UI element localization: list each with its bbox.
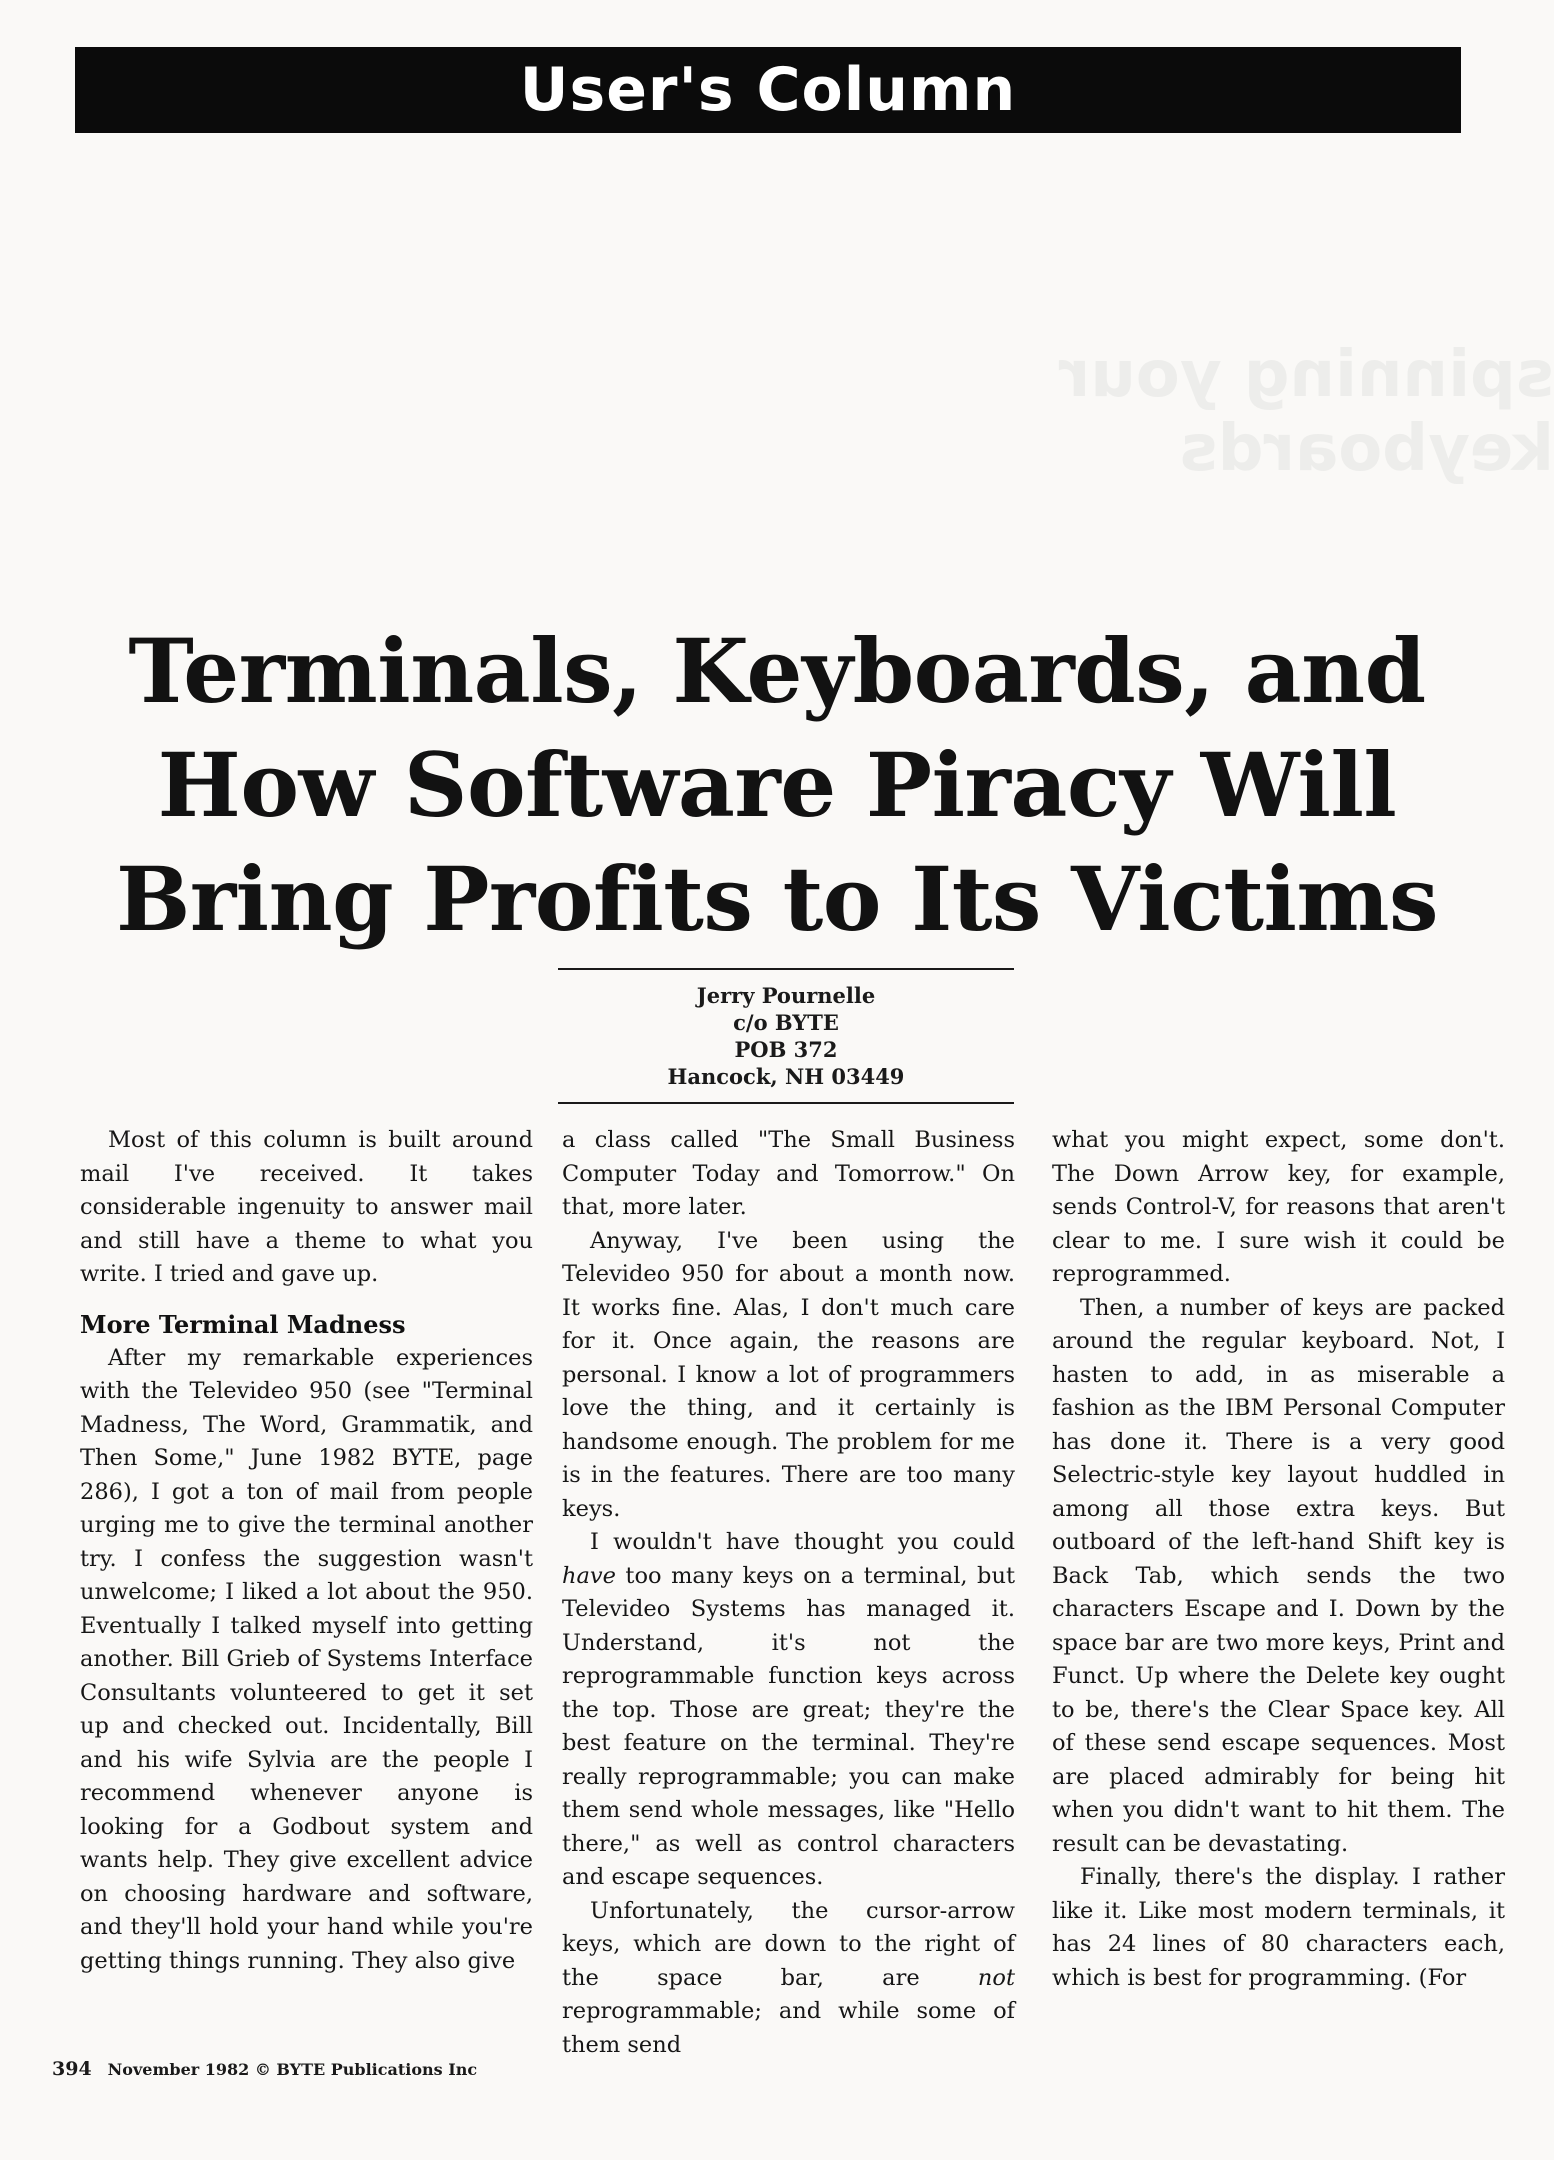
publication-credit: November 1982 © BYTE Publications Inc (107, 2060, 478, 2079)
paragraph (562, 1526, 1015, 1895)
paragraph: Most of this column is built around mail I've received. It takes considerable ingenuity to answer mail and still have a theme to what you write. I tried and gave up. (80, 1127, 533, 1287)
banner-label: User's Column (519, 55, 1017, 125)
section-heading: More Terminal Madness (80, 1309, 406, 1339)
paragraph: Anyway, I've been using the Televideo 950 for about a month now. It works fine. Alas, I don't much care for it. Once again, the reasons are personal. I know a lot of programmers love the thing, and it certainly is handsome enough. The problem for me is in the features. There are too many keys. (562, 1227, 1015, 1522)
title-line-3: Bring Profits to Its Victims (115, 847, 1439, 951)
text-run: I wouldn't have thought you could (590, 1529, 1015, 1555)
emphasis: have (562, 1562, 616, 1589)
author-byline (558, 968, 1014, 1104)
text-run: Unfortunately, the cursor-arrow keys, which are down to the right of the space bar, are (562, 1897, 1015, 1991)
text-column-2 (562, 1124, 1015, 2062)
paragraph: a class called "The Small Business Computer Today and Tomorrow." On that, more later. (562, 1127, 1015, 1220)
title-line-2: How Software Piracy Will (157, 733, 1397, 837)
text-run: reprogrammable; and while some of them send (562, 1998, 1015, 2058)
paragraph: Then, a number of keys are packed around the regular keyboard. Not, I hasten to add, in as miserable a fashion as the IBM Personal Computer has done it. There is a very good Selectric-style key layout huddled in among all those extra keys. But outboard of the left-hand Shift key is Back Tab, which sends the two characters Escape and I. Down by the space bar are two more keys, Print and Funct. Up where the Delete key ought to be, there's the Clear Space key. All of these send escape sequences. Most are placed admirably for being hit when you didn't want to hit them. The result can be devastating. (1052, 1294, 1505, 1857)
section-banner (75, 47, 1461, 133)
author-name: Jerry Pournelle (696, 983, 876, 1008)
author-address-line-3: Hancock, NH 03449 (667, 1064, 905, 1089)
emphasis: not (977, 1964, 1015, 1991)
paragraph (562, 1895, 1015, 2063)
paragraph: After my remarkable experiences with the Televideo 950 (see "Terminal Madness, The Word, Grammatik, and Then Some," June 1982 BYTE, page 286), I got a ton of mail from people urging me to give the terminal another try. I confess the suggestion wasn't unwelcome; I liked a lot about the 950. Eventually I talked myself into getting another. Bill Grieb of Systems Interface Consultants volunteered to get it set up and checked out. Incidentally, Bill and his wife Sylvia are the people I recommend whenever anyone is looking for a Godbout system and wants help. They give excellent advice on choosing hardware and software, and they'll hold your hand while you're getting things running. They also give (80, 1344, 533, 1974)
author-address-line-1: c/o BYTE (733, 1010, 839, 1035)
page-footer (52, 2058, 477, 2080)
title-line-1: Terminals, Keyboards, and (128, 619, 1426, 723)
article-title (0, 614, 1554, 956)
text-column-1 (80, 1124, 533, 1978)
bleed-through-text: spinning your keyboards (1058, 338, 1554, 486)
paragraph: what you might expect, some don't. The Down Arrow key, for example, sends Control-V, for reasons that aren't clear to me. I sure wish it could be reprogrammed. (1052, 1127, 1505, 1287)
text-run: too many keys on a terminal, but Televideo Systems has managed it. Understand, it's not the reprogrammable function keys across the top. Those are great; they're the best feature on the terminal. They're really reprogrammable; you can make them send whole messages, like "Hello there," as well as control characters and escape sequences. (562, 1562, 1015, 1890)
author-address-line-2: POB 372 (734, 1037, 838, 1062)
paragraph: Finally, there's the display. I rather like it. Like most modern terminals, it has 24 lines of 80 characters each, which is best for programming. (For (1052, 1864, 1505, 1991)
text-column-3 (1052, 1124, 1505, 1995)
page-number: 394 (52, 2058, 92, 2080)
